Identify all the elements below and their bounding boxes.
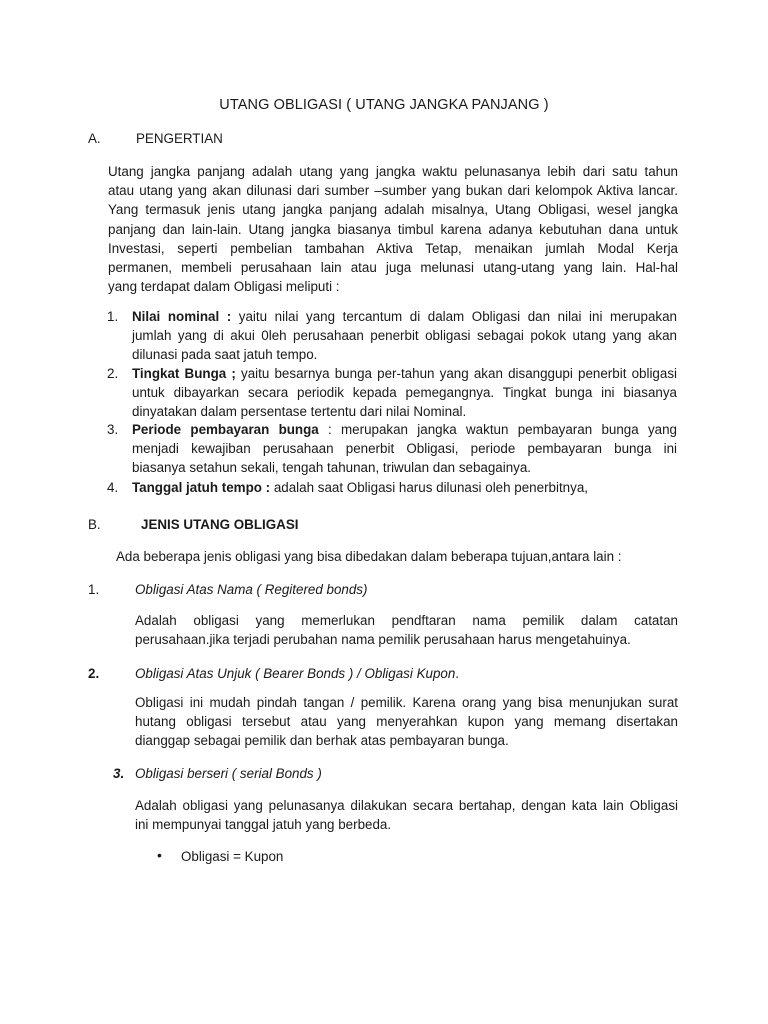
bullet-icon: • — [157, 847, 162, 863]
bullet-item: Obligasi = Kupon — [181, 849, 284, 864]
section-a-paragraph — [108, 162, 678, 296]
type-description — [135, 796, 678, 834]
list-item-term: Periode pembayaran bunga — [132, 422, 319, 437]
type-number: 1. — [88, 582, 100, 597]
paragraph-line-text: yang terdapat dalam Obligasi meliputi : — [108, 279, 340, 295]
list-item-text: yaitu besarnya bunga per-tahun yang akan disanggupi penerbit obligasi — [235, 366, 677, 381]
list-item-body — [132, 478, 677, 497]
list-item-number: 1. — [107, 309, 119, 324]
paragraph-line: permanen, membeli perusahaan lain atau juga melunasi utang-utang yang lain. Hal-hal — [108, 260, 678, 276]
document-title: UTANG OBLIGASI ( UTANG JANGKA PANJANG ) — [219, 97, 549, 113]
type-description-text: dianggap sebagai pemilik dan berhak atas pembayaran bunga. — [135, 733, 509, 749]
type-number-text: 3. — [113, 766, 125, 781]
type-name-suffix: . — [455, 666, 460, 681]
paragraph-line: panjang dan lain-lain. Utang jangka biasanya timbul karena adanya kebutuhan dana untuk — [108, 221, 678, 237]
type-description-text: perusahaan.jika terjadi perubahan nama pemilik perusahaan harus mengetahuinya. — [135, 632, 631, 648]
type-description — [135, 611, 678, 649]
section-a-heading: PENGERTIAN — [136, 131, 223, 146]
paragraph-line: atau utang yang akan dilunasi dari sumber –sumber yang bukan dari kelompok Aktiva lancar. — [108, 183, 678, 199]
list-item-line: untuk dibayarkan secara periodik kepada pemegangnya. Tingkat bunga ini biasanya — [132, 385, 677, 401]
list-item-number: 4. — [107, 480, 119, 495]
list-item-line — [132, 420, 677, 439]
type-number — [113, 764, 124, 783]
list-item-text: adalah saat Obligasi harus dilunasi oleh penerbitnya, — [270, 480, 588, 495]
type-name: Obligasi berseri ( serial Bonds ) — [135, 766, 322, 781]
paragraph-line — [108, 277, 678, 296]
list-item-term: Tingkat Bunga ; — [132, 366, 236, 381]
list-item-body — [132, 420, 677, 478]
list-item-text: biasanya setahun sekali, tengah tahunan, triwulan dan sebagainya. — [132, 460, 532, 476]
type-description-line: hutang obligasi tersebut atau yang menyerahkan kupon yang memang disertakan — [135, 714, 678, 730]
list-item-number: 3. — [107, 422, 119, 437]
paragraph-line: Yang termasuk jenis utang jangka panjang adalah misalnya, Utang Obligasi, wesel jangka — [108, 202, 678, 218]
section-b-intro: Ada beberapa jenis obligasi yang bisa dibedakan dalam beberapa tujuan,antara lain : — [116, 549, 622, 564]
section-b-marker: B. — [88, 517, 101, 532]
list-item-text: : merupakan jangka waktun pembayaran bunga yang — [318, 422, 677, 437]
section-b-heading: JENIS UTANG OBLIGASI — [141, 517, 299, 532]
list-item-line — [132, 345, 677, 364]
list-item-line — [132, 402, 677, 421]
list-item-text: dilunasi pada saat jatuh tempo. — [132, 347, 318, 363]
type-description-line: Adalah obligasi yang pelunasanya dilakukan secara bertahap, dengan kata lain Obligasi — [135, 798, 678, 813]
type-description — [135, 693, 678, 751]
paragraph-line: Investasi, seperti pembelian tambahan Aktiva Tetap, menaikan jumlah Modal Kerja — [108, 240, 678, 256]
section-a-marker: A. — [88, 131, 101, 146]
list-item-number: 2. — [107, 366, 119, 381]
type-description-line — [135, 630, 678, 649]
list-item-line — [132, 307, 677, 326]
type-description-text: ini mempunyai tanggal jatuh yang berbeda. — [135, 817, 392, 833]
type-description-line: Adalah obligasi yang memerlukan pendftaran nama pemilik dalam catatan — [135, 613, 678, 628]
type-number: 2. — [88, 666, 100, 681]
list-item-line: jumlah yang di akui 0leh perusahaan penerbit obligasi sebagai pokok utang yang akan — [132, 328, 677, 344]
type-name: Obligasi Atas Unjuk ( Bearer Bonds ) / Obligasi Kupon — [135, 666, 456, 681]
list-item-term: Nilai nominal : — [132, 309, 232, 324]
type-name-row — [135, 664, 459, 683]
list-item-text: yaitu nilai yang tercantum di dalam Obligasi dan nilai ini merupakan — [231, 309, 677, 324]
type-description-line: Obligasi ini mudah pindah tangan / pemilik. Karena orang yang bisa menunjukan surat — [135, 695, 678, 710]
paragraph-line: Utang jangka panjang adalah utang yang jangka waktu pelunasanya lebih dari satu tahun — [108, 164, 678, 179]
list-item-body — [132, 307, 677, 365]
type-description-line — [135, 815, 678, 834]
list-item-text: dinyatakan dalam persentase tertentu dari nilai Nominal. — [132, 404, 467, 420]
list-item-term: Tanggal jatuh tempo : — [132, 480, 271, 495]
list-item-line — [132, 364, 677, 383]
type-name: Obligasi Atas Nama ( Regitered bonds) — [135, 582, 368, 597]
list-item-line: menjadi kewajiban perusahaan penerbit Obligasi, periode pembayaran bunga ini — [132, 441, 677, 457]
list-item-body — [132, 364, 677, 422]
list-item-line — [132, 458, 677, 477]
type-description-line — [135, 731, 678, 750]
